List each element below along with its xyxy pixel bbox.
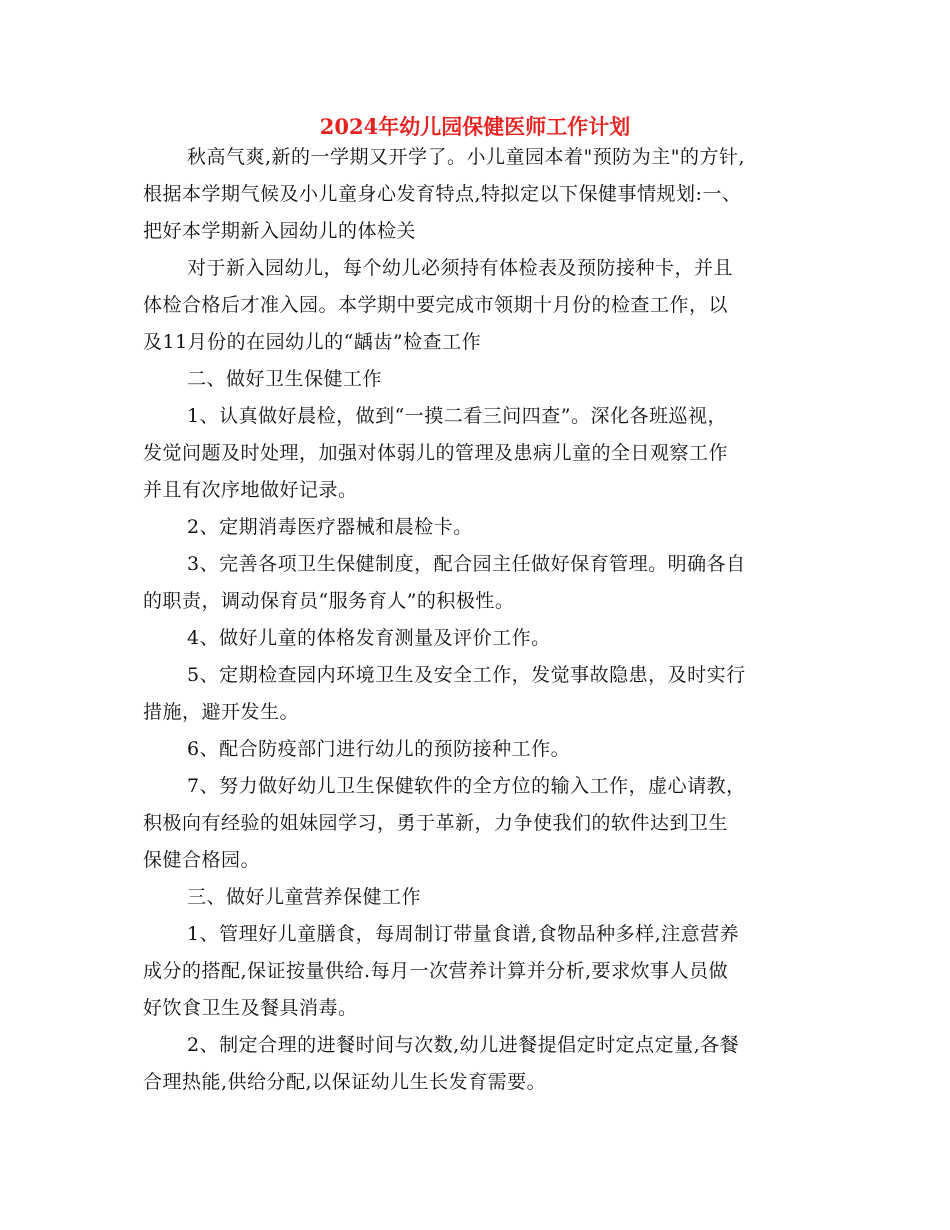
paragraph-line: 7、努力做好幼儿卫生保健软件的全方位的输入工作，虚心请教，	[187, 775, 746, 797]
paragraph-line: 对于新入园幼儿，每个幼儿必须持有体检表及预防接种卡，并且	[187, 257, 734, 279]
paragraph-line: 并且有次序地做好记录。	[143, 479, 358, 501]
paragraph-line: 5、定期检查园内环境卫生及安全工作，发觉事故隐患，及时实行	[187, 664, 746, 686]
paragraph	[143, 1027, 813, 1101]
paragraph-line: 体检合格后才准入园。本学期中要完成市领期十月份的检查工作，以	[143, 294, 729, 316]
paragraph-line: 4、做好儿童的体格发育测量及评价工作。	[187, 627, 551, 649]
paragraph-line: 积极向有经验的姐妹园学习，勇于革新，力争使我们的软件达到卫生	[143, 812, 729, 834]
paragraph-line: 措施，避开发生。	[143, 701, 300, 723]
paragraph-line: 合理热能,供给分配,以保证幼儿生长发育需要。	[143, 1071, 547, 1093]
paragraph-line: 1、管理好儿童膳食，每周制订带量食谱,食物品种多样,注意营养	[187, 923, 740, 945]
paragraph-line: 2、制定合理的进餐时间与次数,幼儿进餐提倡定时定点定量,各餐	[187, 1034, 740, 1056]
document-body	[143, 139, 813, 1101]
paragraph-line: 好饮食卫生及餐具消毒。	[143, 997, 358, 1019]
paragraph-line: 二、做好卫生保健工作	[187, 368, 383, 390]
document-title: 2024年幼儿园保健医师工作计划	[319, 114, 631, 139]
paragraph-line: 6、配合防疫部门进行幼儿的预防接种工作。	[187, 738, 571, 760]
paragraph	[143, 546, 813, 620]
paragraph-line: 3、完善各项卫生保健制度，配合园主任做好保育管理。明确各自	[187, 553, 746, 575]
paragraph	[143, 879, 813, 916]
paragraph-line: 根据本学期气候及小儿童身心发育特点,特拟定以下保健事情规划:一、	[143, 183, 742, 205]
paragraph-line: 的职责，调动保育员“服务育人”的积极性。	[143, 590, 515, 612]
paragraph-line: 保健合格园。	[143, 849, 261, 871]
paragraph-line: 三、做好儿童营养保健工作	[187, 886, 422, 908]
paragraph-line: 1、认真做好晨检，做到“一摸二看三问四查”。深化各班巡视，	[187, 405, 728, 427]
paragraph-line: 及11月份的在园幼儿的“龋齿”检查工作	[143, 331, 482, 353]
paragraph	[143, 361, 813, 398]
paragraph	[143, 250, 813, 361]
paragraph-line: 秋高气爽,新的一学期又开学了。小儿童园本着"预防为主"的方针,	[187, 146, 746, 168]
paragraph-line: 2、定期消毒医疗器械和晨检卡。	[187, 516, 473, 538]
paragraph	[143, 509, 813, 546]
paragraph	[143, 768, 813, 879]
paragraph	[143, 731, 813, 768]
paragraph-line: 成分的搭配,保证按量供给.每月一次营养计算并分析,要求炊事人员做	[143, 960, 729, 982]
paragraph	[143, 916, 813, 1027]
paragraph	[143, 657, 813, 731]
paragraph	[143, 620, 813, 657]
paragraph	[143, 139, 813, 250]
paragraph-line: 发觉问题及时处理，加强对体弱儿的管理及患病儿童的全日观察工作	[143, 442, 729, 464]
paragraph	[143, 398, 813, 509]
paragraph-line: 把好本学期新入园幼儿的体检关	[143, 220, 417, 242]
